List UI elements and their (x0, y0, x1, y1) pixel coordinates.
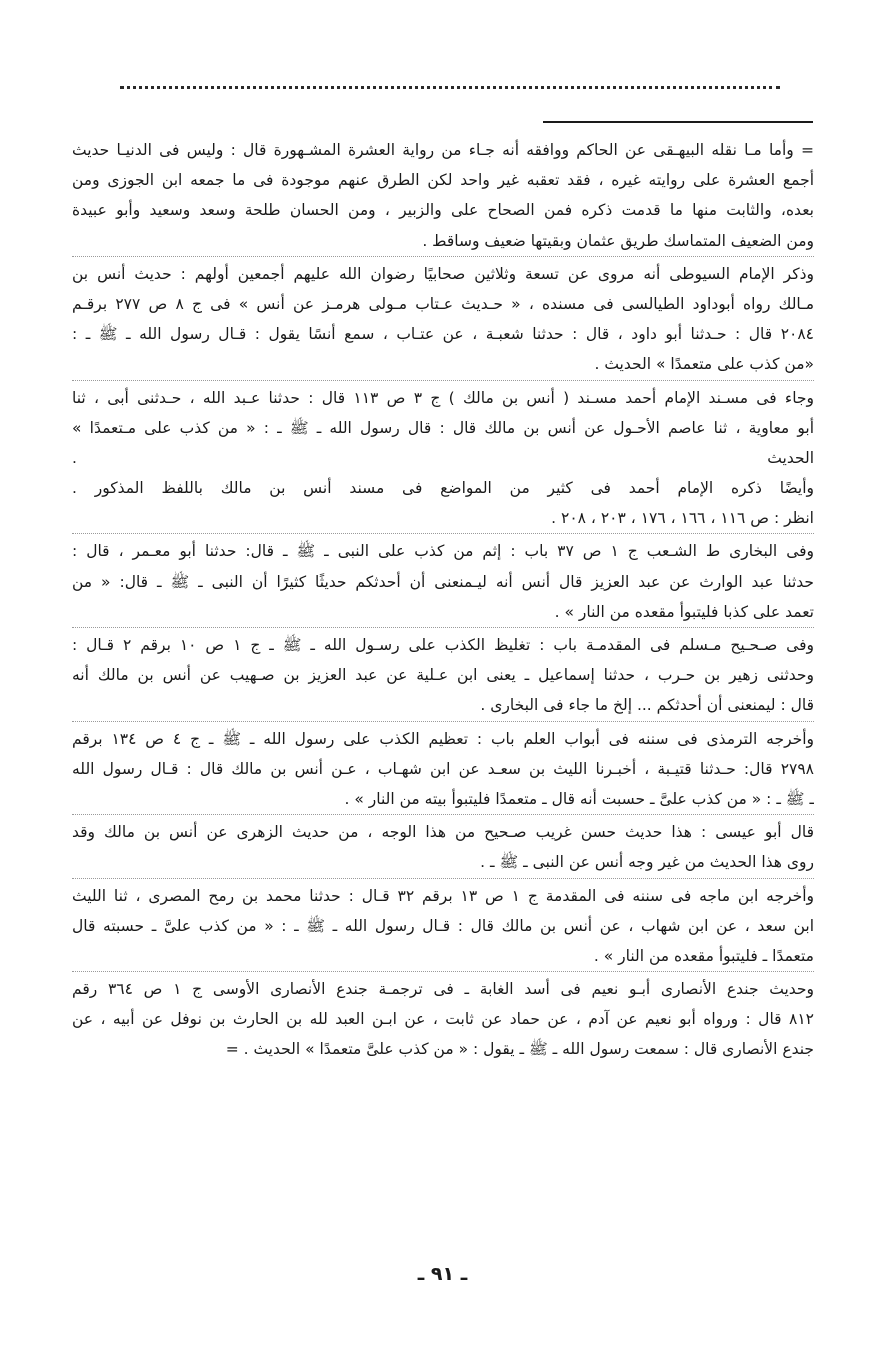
paragraph-block (72, 627, 814, 721)
text-line: ومن الضعيف المتماسك طريق عثمان وبقيتها ضعيف وساقط . (422, 231, 814, 250)
footnote-body (72, 133, 814, 1065)
text-line: روى هذا الحديث من غير وجه أنس عن النبى ـ ﷺ ـ . (480, 853, 814, 872)
footnote-separator (543, 121, 813, 123)
text-line: ـ ﷺ ـ : « من كذب علىَّ ـ حسبت أنه قال ـ متعمدًا فليتبوأ بيته من النار » . (344, 789, 814, 808)
text-line: الحديث . (72, 448, 814, 467)
text-line: قال أبو عيسى : هذا حديث حسن غريب صـحيح من هذا الوجه ، من حديث الزهرى عن أنس بن مالك وقد (72, 823, 814, 842)
text-line: وحديث جندع الأنصارى أبـو نعيم فى أسد الغابة ـ فى ترجمـة جندع الأنصارى الأوسى ج ١ ص ٣٦٤ رقم (72, 980, 814, 999)
text-line: وفى صـحـيح مـسلم فى المقدمـة باب : تغليظ الكذب على رسـول الله ـ ﷺ ـ ج ١ ص ١٠ برقم ٢ قـال : (72, 636, 814, 654)
header-dotted-rule (120, 86, 780, 89)
paragraph-block (72, 133, 814, 256)
text-line: وأخرجه الترمذى فى سننه فى أبواب العلم باب : تعظيم الكذب على رسول الله ـ ﷺ ـ ج ٤ ص ١٣٤ برقم (72, 729, 814, 748)
text-line: تعمد على كذبا فليتبوأ مقعده من النار » . (554, 602, 814, 621)
text-line: جندع الأنصارى قال : سمعت رسول الله ـ ﷺ ـ يقول : « من كذب علىَّ متعمدًا » الحديث . = (225, 1040, 814, 1059)
text-line: قال : ليمنعنى أن أحدثكم ... إلخ ما جاء فى البخارى . (480, 696, 814, 715)
paragraph-block (72, 380, 814, 534)
text-line: حدثنا عبد الوارث عن عبد العزيز قال أنس أنه ليـمنعنى أن أحدثكم حديثًا كثيرًا أن النبى ـ ﷺ ـ قال: « من (72, 572, 814, 591)
text-line: أجمع العشرة على روايته غيره ، فقد تعقبه غير واحد لكن الطرق عنهم موجودة فى ما جمعه ابن الجوزى ومن (72, 171, 814, 190)
text-line: ٨١٢ قال : ورواه أبو نعيم عن آدم ، عن حماد عن ثابت ، عن ابـن العبد لله بن الحارث بن نوفل عن أبيه ، عن (72, 1010, 814, 1029)
text-line: وفى البخارى ط الشـعب ج ١ ص ٣٧ باب : إثم من كذب على النبى ـ ﷺ ـ قال: حدثنا أبو معـمر ، قال : (72, 542, 814, 561)
text-line: وأخرجه ابن ماجه فى سننه فى المقدمة ج ١ ص ١٣ برقم ٣٢ قـال : حدثنا محمد بن رمح المصرى ، ثنا الليث (72, 886, 814, 905)
text-line: = وأما مـا نقله البيهـقى عن الحاكم ووافقه أنه جـاء من رواية العشرة المشـهورة قال : وليس فى الدنيـا حديث (72, 141, 814, 159)
text-line: ابن سعد ، عن ابن شهاب ، عن أنس بن مالك قال : قـال رسول الله ـ ﷺ ـ : « من كذب علىَّ ـ حسبته قال (72, 916, 814, 935)
paragraph-block (72, 256, 814, 380)
text-line: أبو معاوية ، ثنا عاصم الأحـول عن أنس بن مالك قال : قال رسول الله ـ ﷺ ـ : « من كذب على مـتعمدًا » (72, 418, 814, 437)
text-line: متعمدًا ـ فليتبوأ مقعده من النار » . (593, 946, 814, 965)
text-line: بعده، والثابت منها ما قدمت ذكره فمن الصحاح على والزبير ، ومن الحسان طلحة وسعد وسعيد وأبو عبيدة (72, 201, 814, 220)
text-line: انظر : ص ١١٦ ، ١٦٦ ، ١٧٦ ، ٢٠٣ ، ٢٠٨ . (551, 509, 814, 528)
paragraph-block (72, 533, 814, 627)
text-line: وحدثنى زهير بن حـرب ، حدثنا إسماعيل ـ يعنى ابن عـلية عن عبد العزيز بن صـهيب عن أنس بن مالك أنه (72, 666, 814, 685)
paragraph-block (72, 878, 814, 972)
page-number: ـ ٩١ ـ (417, 1263, 468, 1285)
text-line: ٢٧٩٨ قال: حـدثنا قتيـبة ، أخبـرنا الليث بن سعـد عن ابن شهـاب ، عـن أنس بن مالك قال : قـال رسول الله (72, 759, 814, 778)
text-line: «من كذب على متعمدًا » الحديث . (594, 355, 814, 374)
text-line: وأيضًا ذكره الإمام أحمد فى كثير من المواضع فى مسند أنس بن مالك باللفظ المذكور . (72, 479, 814, 498)
paragraph-block (72, 721, 814, 815)
text-line: وجاء فى مسـند الإمام أحمد مسـند ( أنس بن مالك ) ج ٣ ص ١١٣ قال : حدثنا عـبد الله ، حـدثنى أبى ، ثنا (72, 388, 814, 407)
paragraph-block (72, 971, 814, 1065)
text-line: مـالك رواه أبوداود الطيالسى فى مسنده ، « حـديث عـتاب مـولى هرمـز عن أنس » فى ج ٨ ص ٢٧٧ برقـم (72, 294, 814, 313)
paragraph-block (72, 814, 814, 877)
text-line: وذكر الإمام السيوطى أنه مروى عن تسعة وثلاثين صحابيًا رضوان الله عليهم أجمعين أولهم : حديث أنس بن (72, 264, 814, 283)
text-line: ٢٠٨٤ قال : حـدثنا أبو داود ، قال : حدثنا شعبـة ، عن عتـاب ، سمع أنسًا يقول : قـال رسول الله ـ ﷺ ـ : (72, 325, 814, 344)
